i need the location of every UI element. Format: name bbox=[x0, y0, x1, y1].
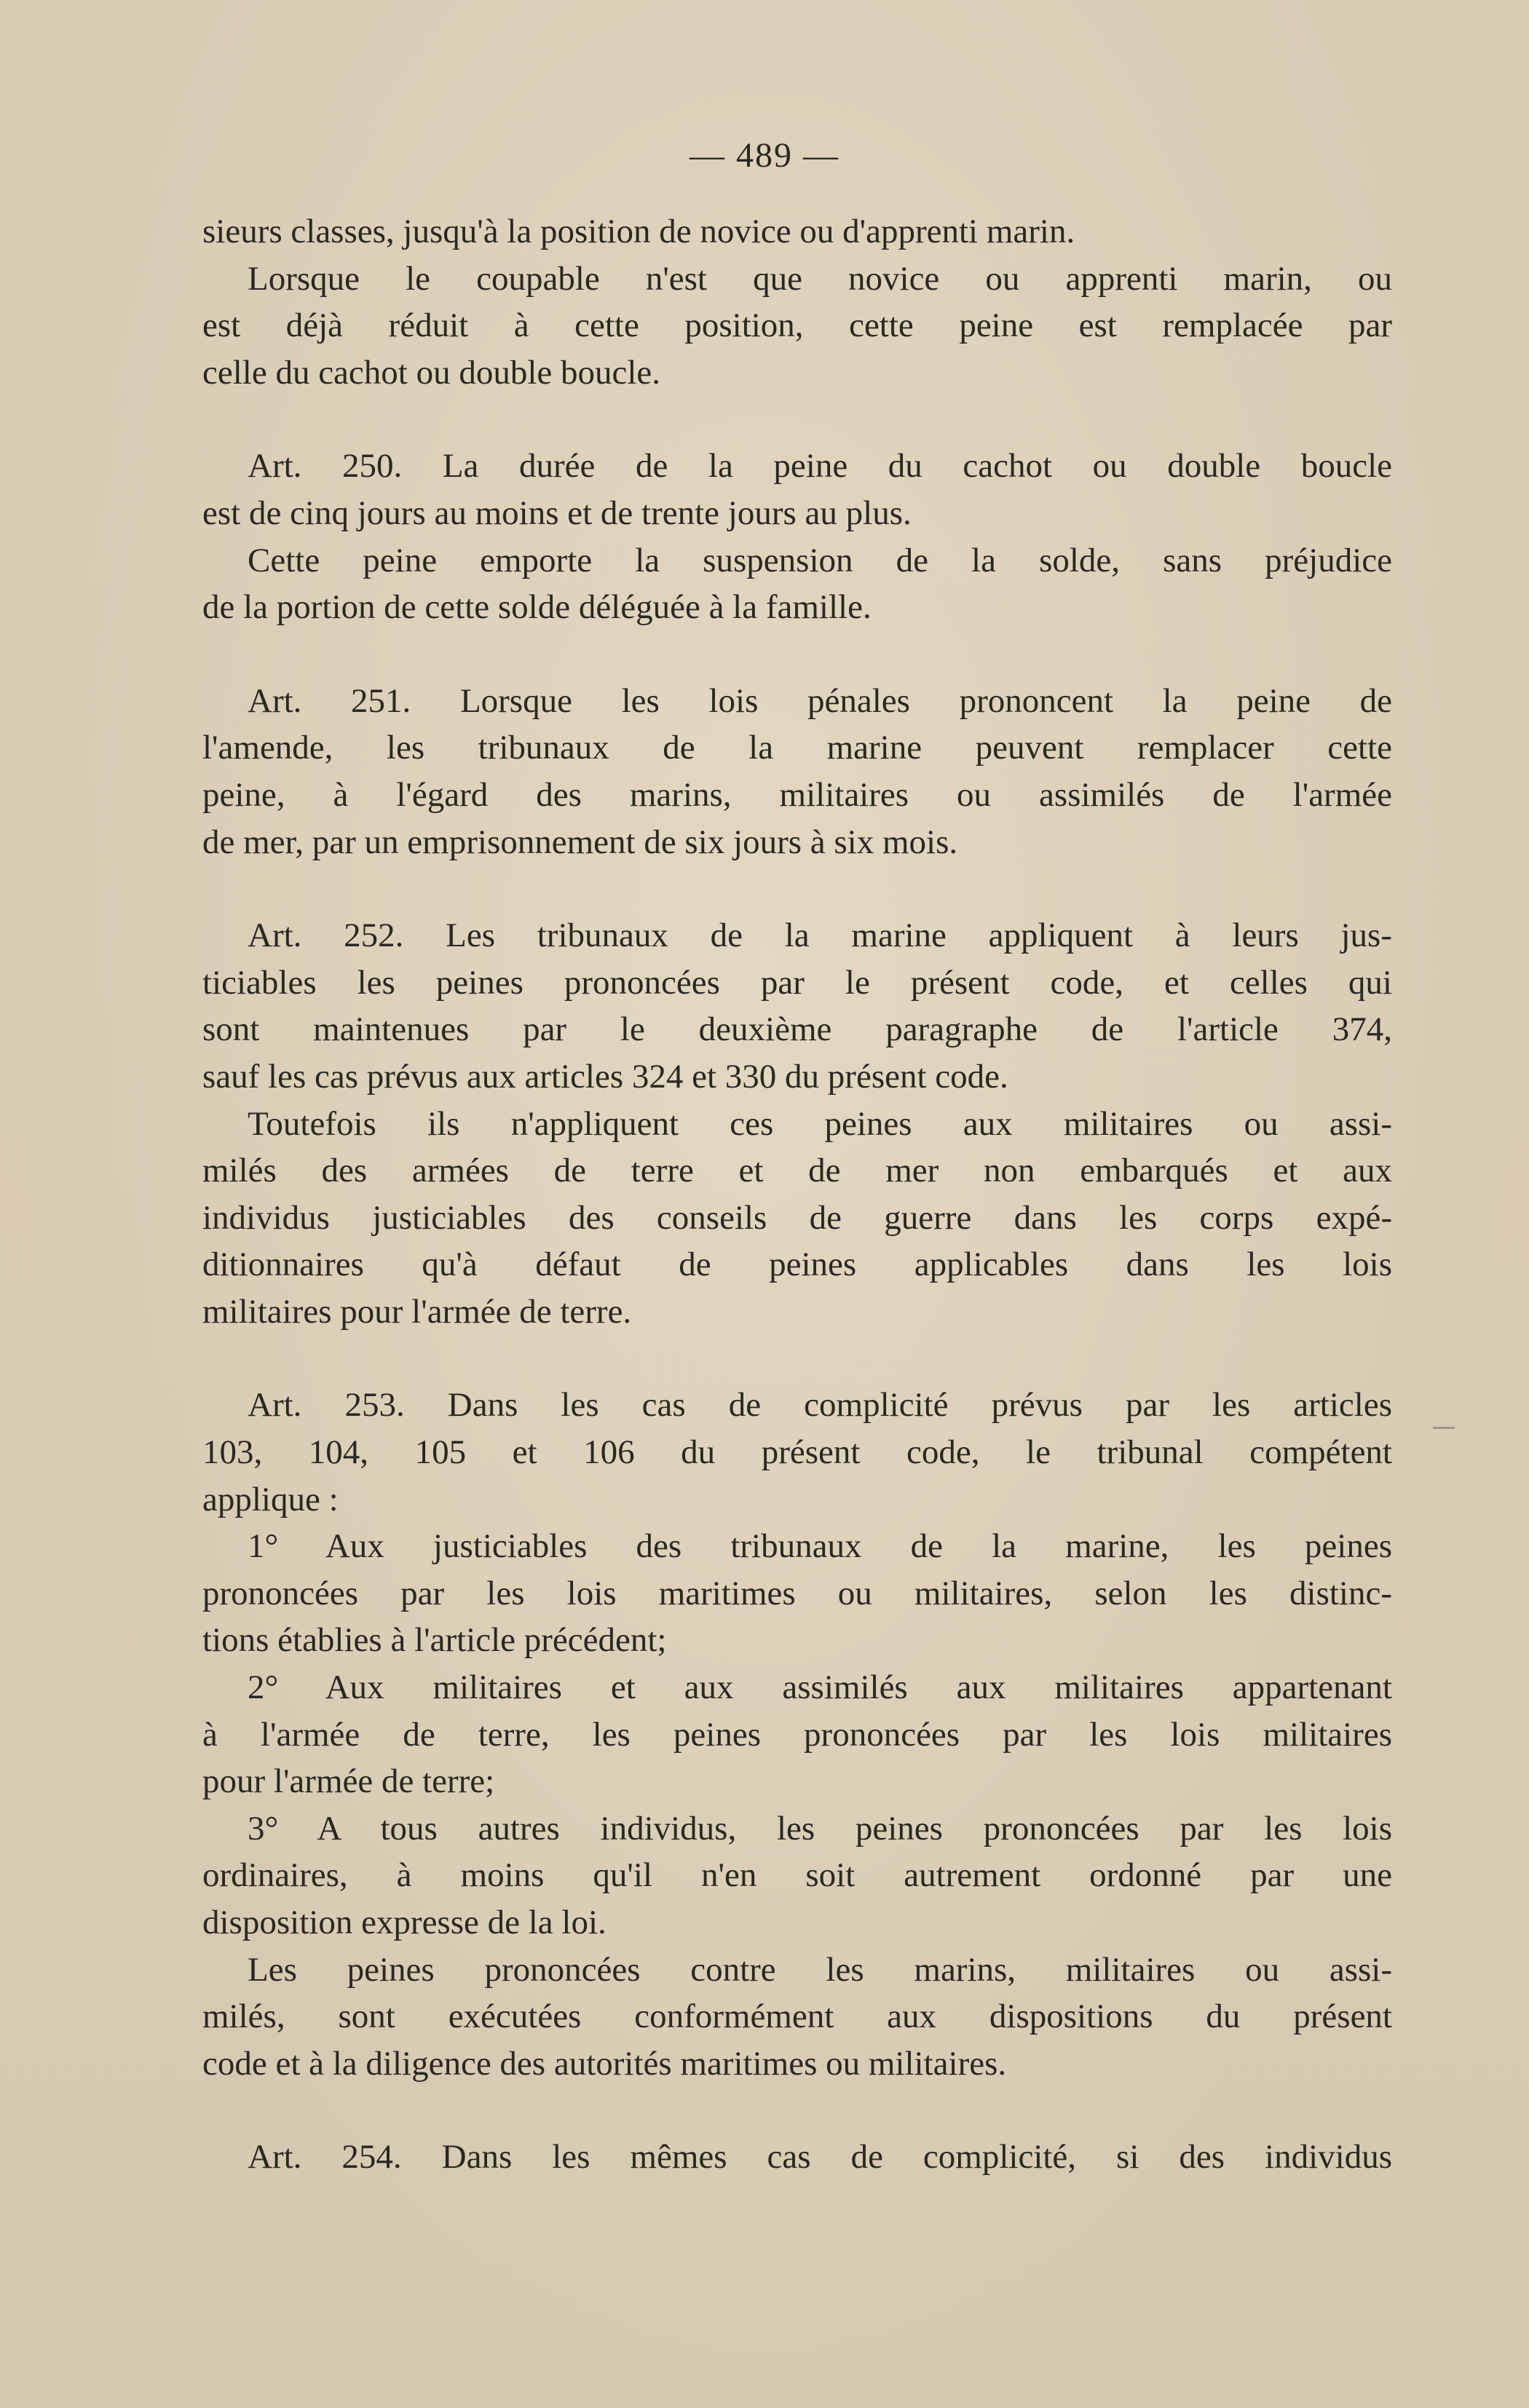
paragraph bbox=[202, 537, 1392, 631]
text-line: de mer, par un emprisonnement de six jours à six mois. bbox=[202, 823, 958, 861]
paragraph-gap bbox=[202, 866, 1392, 912]
text-line: est déjà réduit à cette position, cette peine est remplacée par bbox=[202, 306, 1392, 345]
text-line: code et à la diligence des autorités maritimes ou militaires. bbox=[202, 2044, 1007, 2083]
text-line: peine, à l'égard des marins, militaires ou assimilés de l'armée bbox=[202, 775, 1392, 814]
text-line: prononcées par les lois maritimes ou militaires, selon les distinc- bbox=[202, 1574, 1392, 1612]
text-line: 2° Aux militaires et aux assimilés aux militaires appartenant bbox=[248, 1668, 1392, 1707]
text-line: Art. 254. Dans les mêmes cas de complicité, si des individus bbox=[248, 2138, 1392, 2177]
paragraph-gap bbox=[202, 631, 1392, 678]
paragraph bbox=[202, 678, 1392, 866]
paragraph bbox=[202, 1805, 1392, 1946]
text-line: disposition expresse de la loi. bbox=[202, 1904, 607, 1941]
paragraph bbox=[202, 1664, 1392, 1805]
text-line: applique : bbox=[202, 1480, 339, 1518]
text-line: à l'armée de terre, les peines prononcées par les lois militaires bbox=[202, 1715, 1392, 1754]
text-line: ticiables les peines prononcées par le présent code, et celles qui bbox=[202, 963, 1392, 1002]
text-line: Art. 252. Les tribunaux de la marine appliquent à leurs jus- bbox=[248, 916, 1392, 955]
text-line: ditionnaires qu'à défaut de peines applicables dans les lois bbox=[202, 1245, 1392, 1284]
text-line: pour l'armée de terre; bbox=[202, 1762, 495, 1801]
text-line: Art. 251. Lorsque les lois pénales prononcent la peine de bbox=[248, 681, 1392, 720]
paragraph bbox=[202, 2134, 1392, 2181]
paragraph-gap bbox=[202, 1335, 1392, 1382]
text-line: de la portion de cette solde déléguée à la famille. bbox=[202, 588, 872, 627]
text-line: Toutefois ils n'appliquent ces peines aux militaires ou assi- bbox=[248, 1104, 1392, 1143]
text-line: Les peines prononcées contre les marins, militaires ou assi- bbox=[248, 1950, 1392, 1989]
paragraph-gap bbox=[202, 396, 1392, 443]
text-line: 3° A tous autres individus, les peines prononcées par les lois bbox=[248, 1809, 1392, 1847]
text-line: tions établies à l'article précédent; bbox=[202, 1621, 667, 1660]
text-line: 1° Aux justiciables des tribunaux de la marine, les peines bbox=[248, 1527, 1392, 1566]
paragraph bbox=[202, 1101, 1392, 1336]
margin-mark bbox=[1433, 1427, 1455, 1429]
text-line: Art. 253. Dans les cas de complicité prévus par les articles bbox=[248, 1386, 1392, 1425]
text-line: est de cinq jours au moins et de trente jours au plus. bbox=[202, 494, 912, 532]
page-body-text bbox=[202, 208, 1392, 2181]
text-line: Lorsque le coupable n'est que novice ou apprenti marin, ou bbox=[248, 259, 1392, 298]
paragraph bbox=[202, 912, 1392, 1100]
text-line: l'amende, les tribunaux de la marine peuvent remplacer cette bbox=[202, 729, 1392, 767]
text-line: milés des armées de terre et de mer non embarqués et aux bbox=[202, 1152, 1392, 1190]
text-line: 103, 104, 105 et 106 du présent code, le tribunal compétent bbox=[202, 1433, 1392, 1472]
text-line: sauf les cas prévus aux articles 324 et 330 du présent code. bbox=[202, 1057, 1008, 1096]
paragraph bbox=[202, 443, 1392, 536]
paragraph bbox=[202, 208, 1392, 256]
text-line: Art. 250. La durée de la peine du cachot ou double boucle bbox=[248, 447, 1392, 486]
paragraph bbox=[202, 1382, 1392, 1523]
text-line: Cette peine emporte la suspension de la solde, sans préjudice bbox=[248, 541, 1392, 579]
paragraph bbox=[202, 1523, 1392, 1664]
text-line: militaires pour l'armée de terre. bbox=[202, 1292, 632, 1331]
paragraph-gap bbox=[202, 2087, 1392, 2134]
text-line: sieurs classes, jusqu'à la position de novice ou d'apprenti marin. bbox=[202, 213, 1075, 250]
text-line: ordinaires, à moins qu'il n'en soit autrement ordonné par une bbox=[202, 1856, 1392, 1895]
text-line: individus justiciables des conseils de guerre dans les corps expé- bbox=[202, 1198, 1392, 1237]
text-line: celle du cachot ou double boucle. bbox=[202, 353, 661, 392]
text-line: sont maintenues par le deuxième paragraphe de l'article 374, bbox=[202, 1010, 1392, 1049]
text-line: milés, sont exécutées conformément aux dispositions du présent bbox=[202, 1997, 1392, 2036]
page-number: — 489 — bbox=[690, 136, 839, 175]
paragraph bbox=[202, 256, 1392, 397]
paragraph bbox=[202, 1946, 1392, 2088]
